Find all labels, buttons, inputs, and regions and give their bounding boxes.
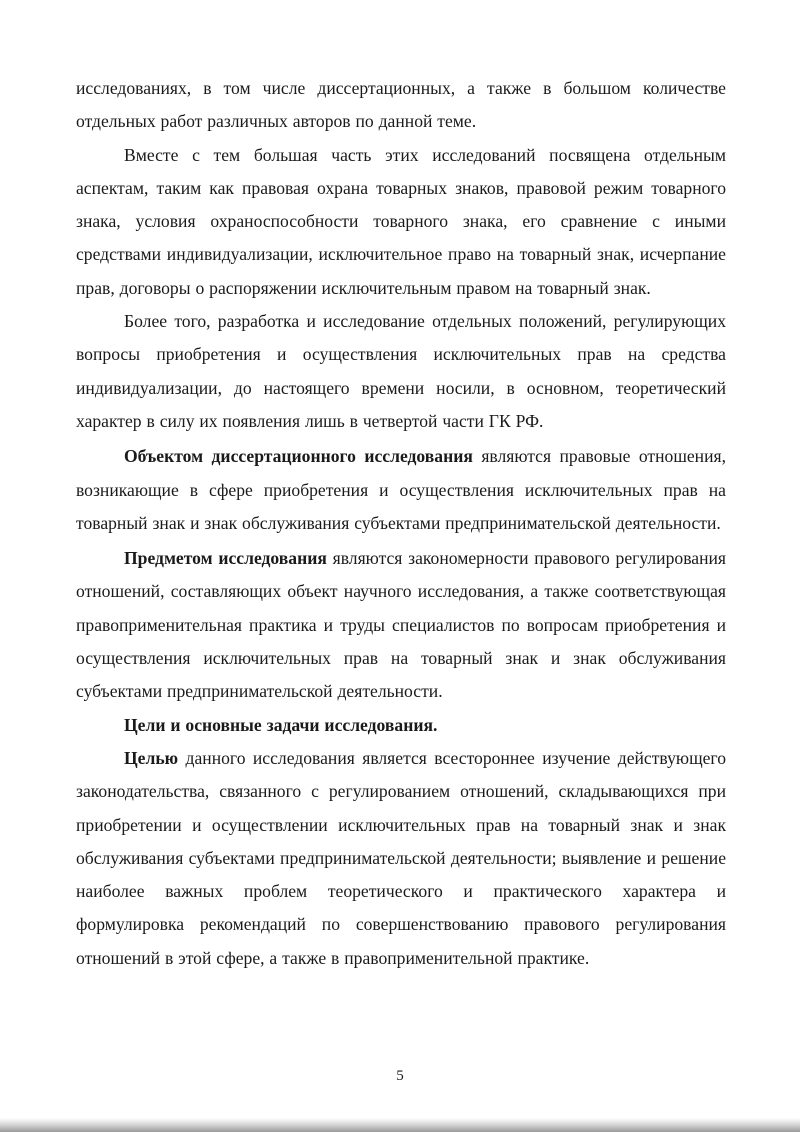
research-object-text: являются правовые отношения, возникающие в сфере приобретения и осуществления исключительных прав на товарный знак и знак обслуживания субъектами предпринимательской деятельности. [76, 446, 727, 533]
paragraph-research-subject [76, 542, 726, 708]
paragraph-theoretical-character: Более того, разработка и исследование отдельных положений, регулирующих вопросы приобретения и осуществления исключительных прав на средства индивидуализации, до настоящего времени носили, в основном, теоретический характер в силу их появления лишь в четвертой части ГК РФ. [76, 311, 726, 431]
research-goal-term: Целью [124, 747, 179, 768]
paragraph-research-aspects: Вместе с тем большая часть этих исследований посвящена отдельным аспектам, таким как правовая охрана товарных знаков, правовой режим товарного знака, условия охраноспособности товарного знака, его сравнение с иными средствами индивидуализации, исключительное право на товарный знак, исчерпание прав, договоры о распоряжении исключительным правом на товарный знак. [76, 144, 726, 298]
research-object-term: Объектом диссертационного исследования [124, 446, 473, 467]
paragraph-research-goal [76, 742, 726, 975]
research-subject-term: Предметом исследования [124, 548, 327, 569]
page-number: 5 [396, 1068, 404, 1084]
research-goal-text: данного исследования является всестороннее изучение действующего законодательства, связанного с регулированием отношений, складывающихся при приобретении и осуществлении исключительных прав на товарный знак и знак обслуживания субъектами предпринимательской деятельности; выявление и решение наиболее важных проблем теоретического и практического характера и формулировка рекомендаций по совершенствованию правового регулирования отношений в этой сфере, а также в правоприменительной практике. [76, 747, 726, 968]
paragraph-research-object [76, 440, 726, 540]
paragraph-continuation: исследованиях, в том числе диссертационных, а также в большом количестве отдельных работ различных авторов по данной теме. [76, 78, 726, 132]
section-heading-goals: Цели и основные задачи исследования. [124, 714, 438, 735]
research-subject-text: являются закономерности правового регулирования отношений, составляющих объект научного исследования, а также соответствующая правоприменительная практика и труды специалистов по вопросам приобретения и осуществления исключительных прав на товарный знак и знак обслуживания субъектами предпринимательской деятельности. [76, 548, 726, 702]
scan-edge-shadow [0, 1118, 800, 1132]
document-page [76, 72, 726, 975]
